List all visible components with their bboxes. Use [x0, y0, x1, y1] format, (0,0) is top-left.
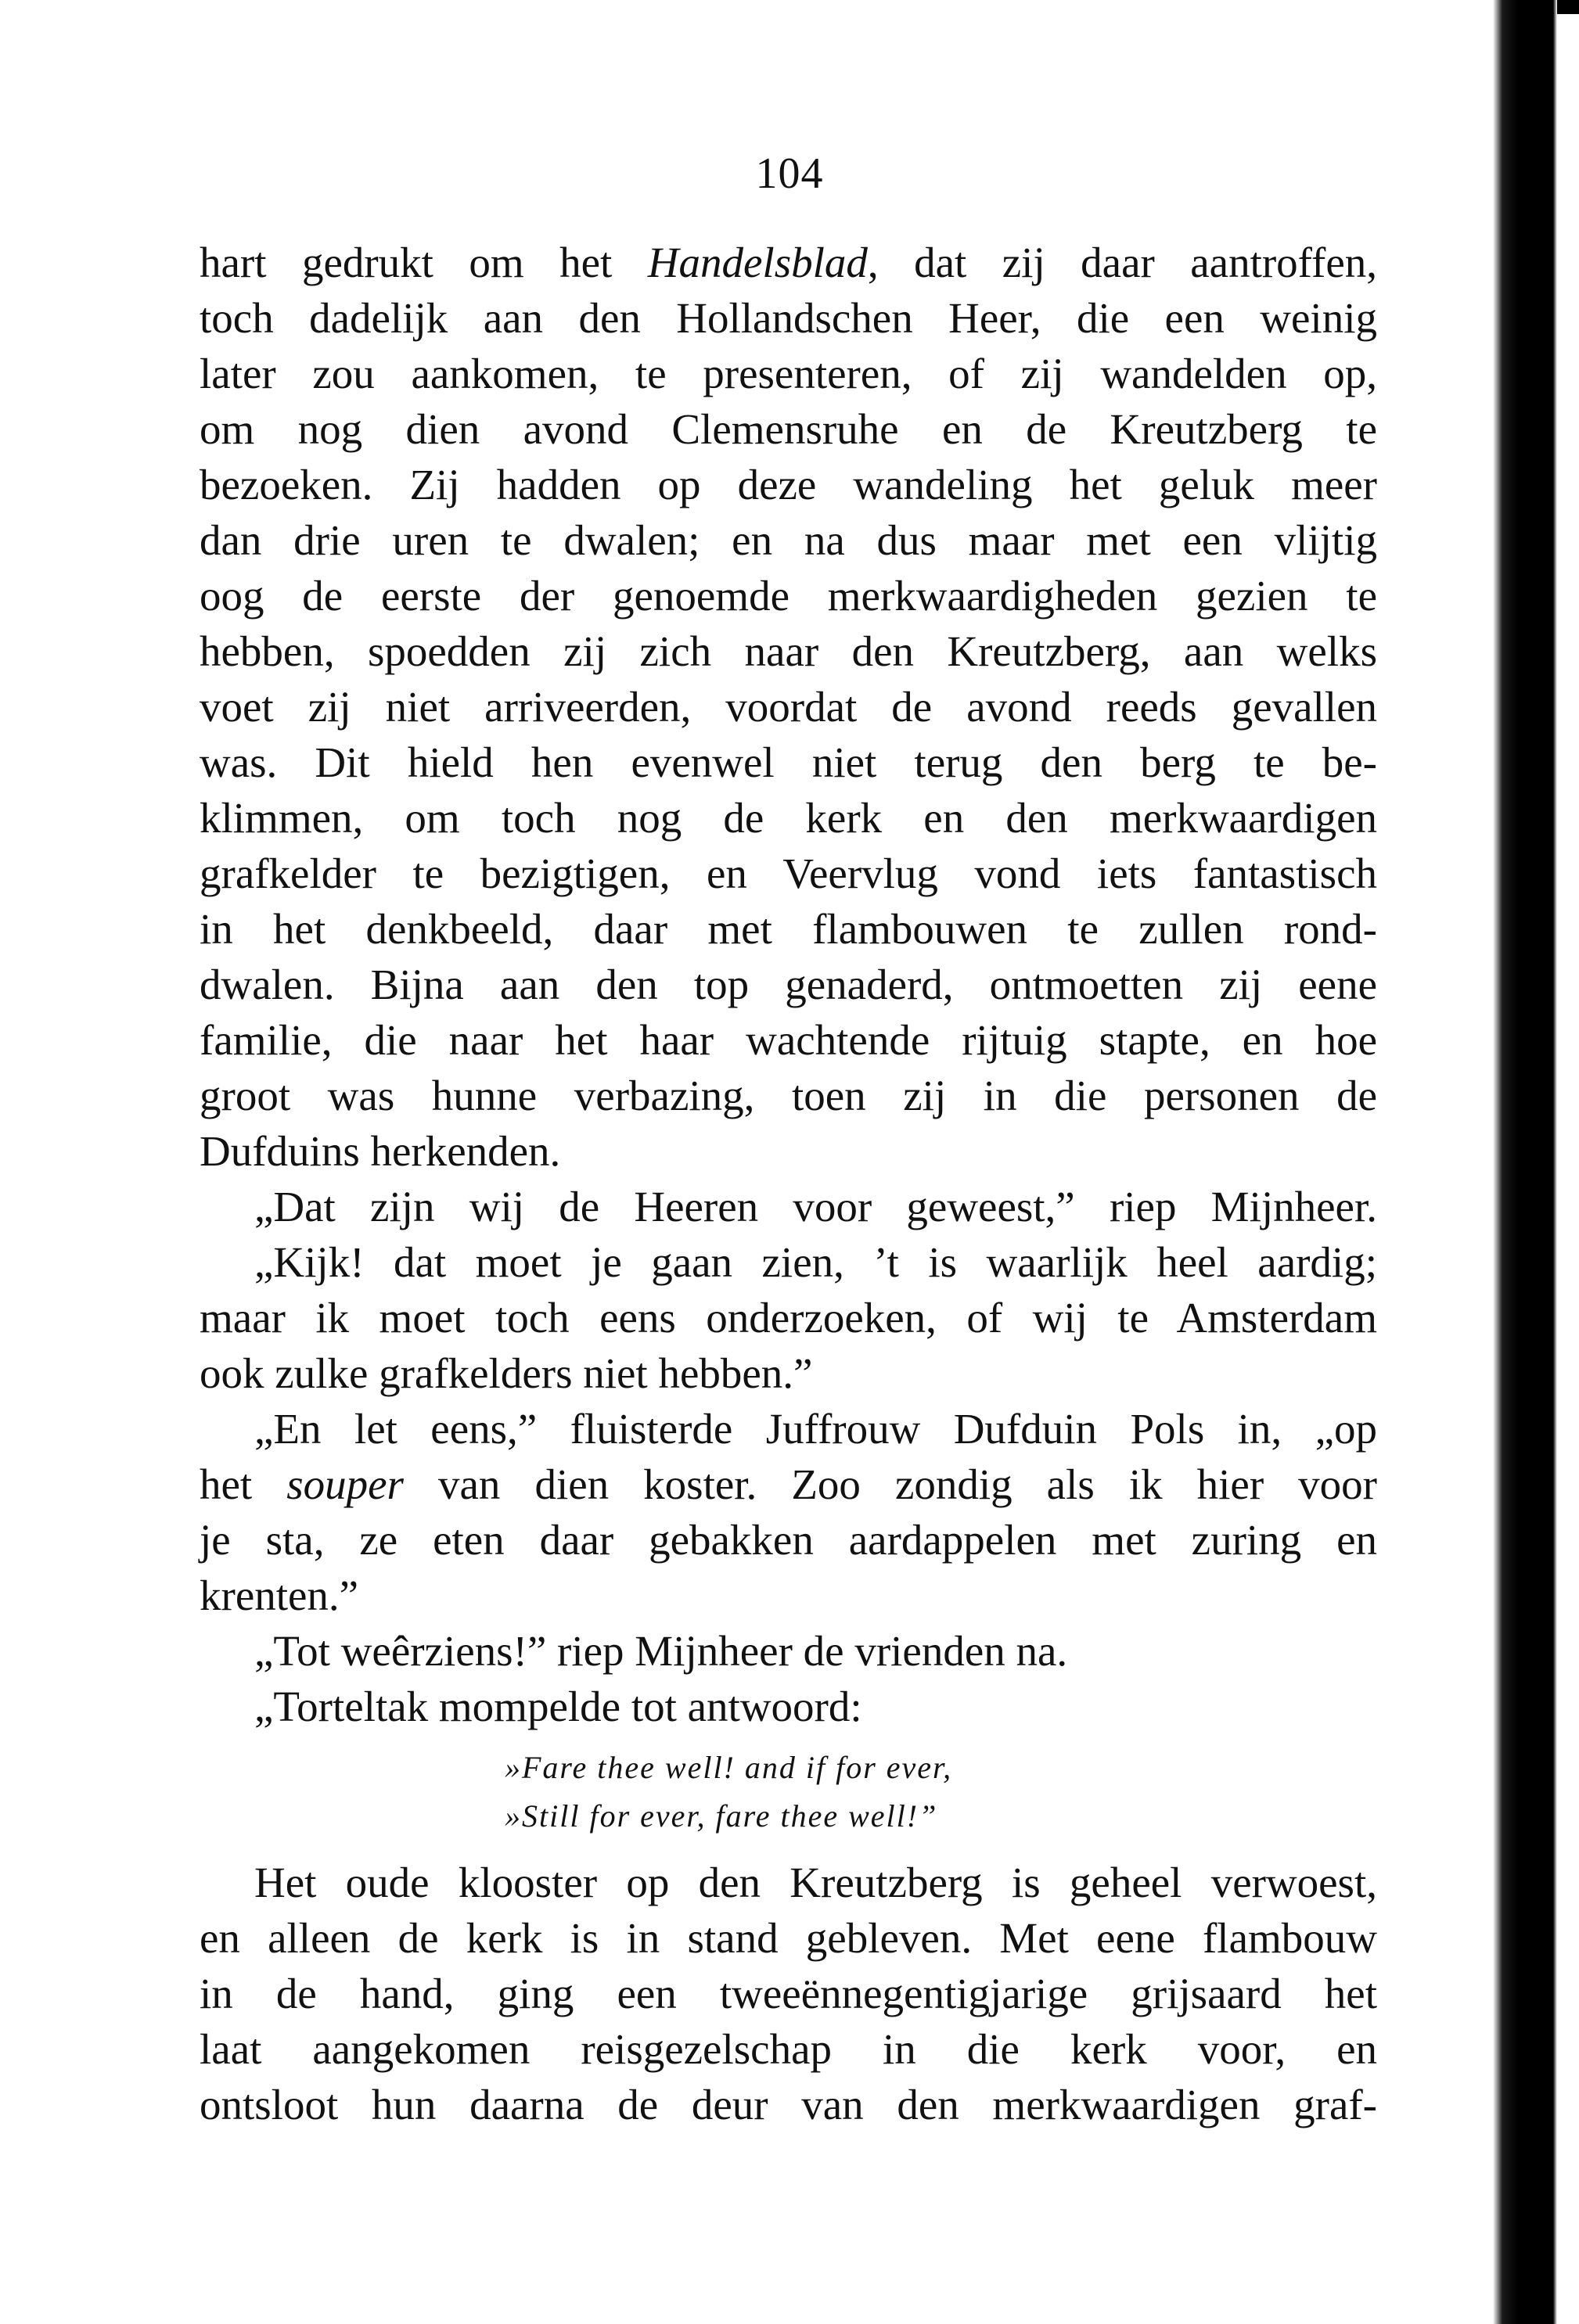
text-span: van dien koster. Zoo zondig als ik hier voor	[403, 1460, 1377, 1508]
page-edge-shadow	[1479, 0, 1579, 2324]
body-text	[200, 235, 1377, 2132]
text-line: klimmen, om toch nog de kerk en den merkwaardigen	[200, 794, 1377, 842]
text-line: familie, die naar het haar wachtende rijtuig stapte, en hoe	[200, 1016, 1377, 1064]
text-span: , dat zij daar aantroffen,	[867, 239, 1377, 286]
page-number: 104	[755, 149, 824, 198]
text-line	[200, 1457, 1377, 1512]
page-edge-corner	[1557, 0, 1579, 14]
text-line: laat aangekomen reisgezelschap in die kerk voor, en	[200, 2025, 1377, 2073]
text-line: bezoeken. Zij hadden op deze wandeling het geluk meer	[200, 461, 1377, 508]
text-line: „En let eens,” fluisterde Juffrouw Dufduin Pols in, „op	[254, 1405, 1377, 1453]
verse-line: »Still for ever, fare thee well!”	[505, 1798, 938, 1834]
text-line: „Dat zijn wij de Heeren voor geweest,” riep Mijnheer.	[254, 1183, 1377, 1230]
text-line: later zou aankomen, te presenteren, of zij wandelden op,	[200, 350, 1377, 397]
text-line: Dufduins herkenden.	[200, 1127, 561, 1175]
text-line: maar ik moet toch eens onderzoeken, of wij te Amsterdam	[200, 1294, 1377, 1342]
text-span: hart gedrukt om het	[200, 239, 648, 286]
text-line: in het denkbeeld, daar met flambouwen te zullen rond-	[200, 905, 1377, 953]
text-line: je sta, ze eten daar gebakken aardappelen met zuring en	[200, 1516, 1377, 1564]
newspaper-title: Handelsblad	[647, 239, 868, 286]
text-line: krenten.”	[200, 1571, 359, 1619]
text-line: en alleen de kerk is in stand gebleven. Met eene flambouw	[200, 1914, 1377, 1962]
text-line: om nog dien avond Clemensruhe en de Kreutzberg te	[200, 405, 1377, 453]
text-line: voet zij niet arriveerden, voordat de avond reeds gevallen	[200, 683, 1377, 731]
text-line: toch dadelijk aan den Hollandschen Heer, die een weinig	[200, 294, 1377, 342]
emphasized-word: souper	[286, 1460, 404, 1508]
text-line: in de hand, ging een tweeënnegentigjarige grijsaard het	[200, 1970, 1377, 2017]
text-line: „Kijk! dat moet je gaan zien, ’t is waarlijk heel aardig;	[254, 1238, 1377, 1286]
text-line: „Tot weêrziens!” riep Mijnheer de vrienden na.	[254, 1627, 1068, 1675]
text-line	[200, 235, 1377, 290]
verse-line: »Fare thee well! and if for ever,	[505, 1750, 953, 1785]
text-line: Het oude klooster op den Kreutzberg is geheel verwoest,	[254, 1859, 1377, 1906]
text-line: ontsloot hun daarna de deur van den merkwaardigen graf-	[200, 2081, 1377, 2128]
text-line: dwalen. Bijna aan den top genaderd, ontmoetten zij eene	[200, 961, 1377, 1008]
text-line: ook zulke grafkelders niet hebben.”	[200, 1349, 813, 1397]
text-line: was. Dit hield hen evenwel niet terug den berg te be-	[200, 738, 1377, 786]
text-line: hebben, spoedden zij zich naar den Kreutzberg, aan welks	[200, 627, 1377, 675]
text-line: groot was hunne verbazing, toen zij in die personen de	[200, 1072, 1377, 1119]
text-span: het	[200, 1460, 287, 1508]
text-line: oog de eerste der genoemde merkwaardigheden gezien te	[200, 572, 1377, 620]
text-line: „Torteltak mompelde tot antwoord:	[254, 1683, 862, 1730]
text-line: dan drie uren te dwalen; en na dus maar met een vlijtig	[200, 516, 1377, 564]
text-line: grafkelder te bezigtigen, en Veervlug vond iets fantastisch	[200, 849, 1377, 897]
